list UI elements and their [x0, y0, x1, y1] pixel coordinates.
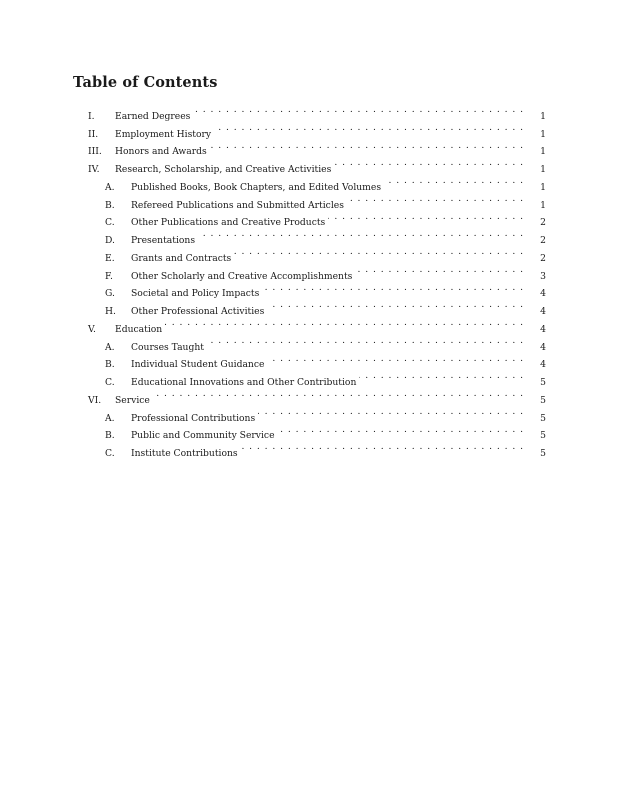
- toc-dot-leader: [165, 314, 524, 332]
- toc-entry-label: Honors and Awards: [115, 146, 207, 158]
- toc-entry-label: Refereed Publications and Submitted Articles: [131, 199, 344, 211]
- toc-entry-page: 2: [540, 252, 546, 264]
- toc-entry[interactable]: [88, 367, 546, 388]
- toc-entry-number: I.: [88, 110, 95, 122]
- toc-entry-label: Individual Student Guidance: [131, 359, 265, 371]
- toc-entry[interactable]: [88, 385, 546, 406]
- toc-entry-label: Educational Innovations and Other Contribution: [131, 377, 357, 388]
- toc-dot-leader: [328, 208, 524, 226]
- toc-entry[interactable]: [88, 421, 546, 442]
- toc-dot-leader: [198, 225, 524, 243]
- toc-entry[interactable]: [88, 314, 546, 335]
- toc-entry-page: 4: [540, 288, 546, 300]
- toc-entry[interactable]: [88, 154, 546, 175]
- toc-entry[interactable]: [88, 225, 546, 246]
- toc-dot-leader: [258, 403, 524, 421]
- toc-entry-label: Public and Community Service: [131, 430, 275, 442]
- toc-entry[interactable]: [88, 438, 546, 459]
- toc-entry[interactable]: [88, 119, 546, 140]
- toc-entry-page: 4: [540, 359, 546, 371]
- toc-entry-number: B.: [105, 359, 115, 371]
- toc-entry-number: C.: [105, 217, 115, 229]
- toc-entry-label: Service: [115, 394, 150, 406]
- toc-entry-page: 3: [540, 270, 546, 282]
- toc-dot-leader: [207, 332, 524, 350]
- toc-dot-leader: [241, 438, 524, 456]
- toc-dot-leader: [234, 243, 524, 261]
- toc-entry[interactable]: [88, 261, 546, 282]
- toc-entry-number: A.: [105, 412, 115, 424]
- toc-entry-label: Professional Contributions: [131, 412, 256, 424]
- toc-entry-number: VI.: [88, 394, 102, 406]
- toc-entry-label: Education: [115, 323, 163, 335]
- toc-dot-leader: [278, 421, 524, 439]
- toc-entry[interactable]: [88, 350, 546, 371]
- toc-entry-page: 4: [540, 323, 546, 335]
- toc-entry-number: IV.: [88, 164, 100, 175]
- toc-entry-number: E.: [105, 252, 115, 264]
- toc-entry-page: 2: [540, 235, 546, 246]
- toc-entry-label: Grants and Contracts: [131, 252, 232, 264]
- toc-entry-page: 1: [540, 146, 546, 158]
- toc-entry-label: Institute Contributions: [131, 448, 238, 459]
- toc-dot-leader: [214, 119, 524, 137]
- toc-entry-page: 1: [540, 128, 546, 140]
- toc-entry-label: Presentations: [131, 235, 196, 246]
- toc-entry-label: Research, Scholarship, and Creative Activities: [115, 164, 332, 175]
- toc-entry[interactable]: [88, 172, 546, 193]
- toc-dot-leader: [210, 137, 524, 155]
- toc-entry[interactable]: [88, 279, 546, 300]
- toc-entry[interactable]: [88, 208, 546, 229]
- toc-entry-number: V.: [88, 323, 96, 335]
- toc-dot-leader: [384, 172, 524, 190]
- toc-entry-label: Societal and Policy Impacts: [131, 288, 260, 300]
- toc-entry-number: H.: [105, 306, 116, 317]
- toc-entry[interactable]: [88, 101, 546, 122]
- toc-entry-page: 1: [540, 199, 546, 211]
- toc-entry-number: B.: [105, 199, 115, 211]
- toc-entry-number: C.: [105, 377, 115, 388]
- toc-dot-leader: [334, 154, 524, 172]
- toc-entry[interactable]: [88, 403, 546, 424]
- toc-entry-page: 5: [540, 430, 546, 442]
- toc-entry[interactable]: [88, 332, 546, 353]
- toc-entry[interactable]: [88, 296, 546, 317]
- toc-entry[interactable]: [88, 137, 546, 158]
- toc-entry[interactable]: [88, 190, 546, 211]
- toc-entry-number: F.: [105, 270, 113, 282]
- toc-dot-leader: [262, 279, 524, 297]
- toc-entry-number: B.: [105, 430, 115, 442]
- toc-entry-page: 1: [540, 181, 546, 193]
- toc-dot-leader: [267, 296, 524, 314]
- toc-entry-number: A.: [105, 341, 115, 353]
- toc-entry-label: Earned Degrees: [115, 110, 191, 122]
- toc-entry-label: Other Scholarly and Creative Accomplishments: [131, 270, 353, 282]
- toc-entry-number: III.: [88, 146, 102, 158]
- toc-entry-page: 5: [540, 394, 546, 406]
- toc-entry-page: 4: [540, 306, 546, 317]
- table-of-contents: [88, 101, 546, 459]
- toc-entry-number: G.: [105, 288, 115, 300]
- toc-dot-leader: [355, 261, 524, 279]
- toc-entry-label: Other Professional Activities: [131, 306, 265, 317]
- toc-entry-page: 1: [540, 164, 546, 175]
- toc-entry-label: Courses Taught: [131, 341, 204, 353]
- toc-entry-page: 1: [540, 110, 546, 122]
- page-title: Table of Contents: [73, 74, 218, 91]
- toc-entry-number: A.: [105, 181, 115, 193]
- toc-dot-leader: [347, 190, 524, 208]
- toc-entry-page: 4: [540, 341, 546, 353]
- toc-entry-label: Employment History: [115, 128, 212, 140]
- toc-entry-label: Published Books, Book Chapters, and Edited Volumes: [131, 181, 382, 193]
- toc-entry-number: II.: [88, 128, 99, 140]
- toc-entry-page: 2: [540, 217, 546, 229]
- toc-entry-number: C.: [105, 448, 115, 459]
- toc-entry-page: 5: [540, 448, 546, 459]
- toc-dot-leader: [359, 367, 524, 385]
- toc-entry-page: 5: [540, 377, 546, 388]
- toc-entry-page: 5: [540, 412, 546, 424]
- toc-entry-label: Other Publications and Creative Products: [131, 217, 326, 229]
- toc-dot-leader: [193, 101, 524, 119]
- toc-entry-number: D.: [105, 235, 115, 246]
- toc-dot-leader: [153, 385, 524, 403]
- toc-entry[interactable]: [88, 243, 546, 264]
- toc-dot-leader: [267, 350, 524, 368]
